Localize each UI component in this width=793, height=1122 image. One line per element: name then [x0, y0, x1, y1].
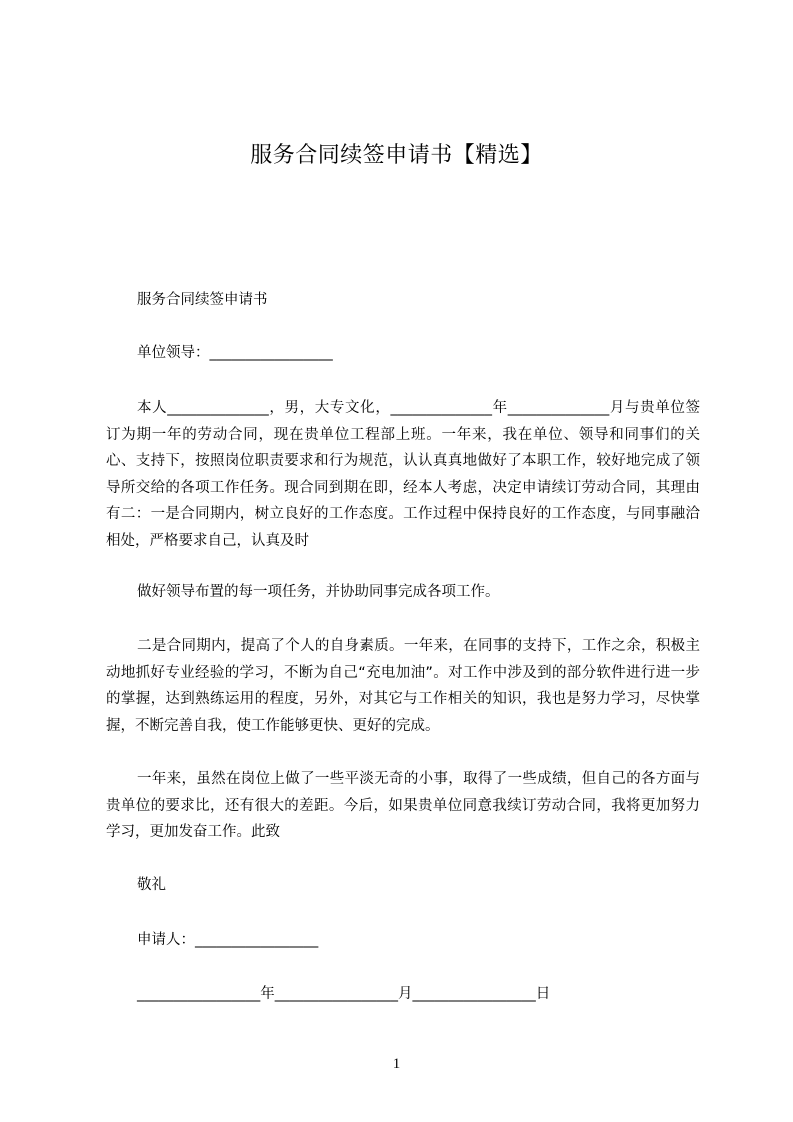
applicant-signature-line: 申请人：_________________ — [137, 932, 319, 948]
date-line: _________________年_________________月_________________日 — [137, 986, 551, 1002]
document-title: 服务合同续签申请书【精选】 — [250, 143, 543, 168]
closing: 敬礼 — [137, 877, 166, 893]
salutation: 单位领导：_________________ — [137, 345, 333, 361]
body-paragraph-4: 一年来，虽然在岗位上做了一些平淡无奇的小事，取得了一些成绩，但自己的各方面与贵单位的要求比，还有很大的差距。今后，如果贵单位同意我续订劳动合同，我将更加努力学习，更加发奋工作。此致 — [106, 771, 700, 840]
page-number: 1 — [392, 1056, 401, 1072]
subtitle: 服务合同续签申请书 — [137, 292, 268, 308]
body-paragraph-1: 本人______________，男，大专文化，______________年______________月与贵单位签订为期一年的劳动合同，现在贵单位工程部上班。一年来，我在单位、领导和同事们的关心、支持下，按照岗位职责要求和行为规范，认认真真地做好了本职工作，较好地完成了领导所交给的各项工作任务。现合同到期在即，经本人考虑，决定申请续订劳动合同，其理由有二：一是合同期内，树立良好的工作态度。工作过程中保持良好的工作态度，与同事融洽相处，严格要求自己，认真及时 — [106, 400, 700, 549]
body-paragraph-2: 做好领导布置的每一项任务，并协助同事完成各项工作。 — [137, 584, 500, 600]
body-paragraph-3: 二是合同期内，提高了个人的自身素质。一年来，在同事的支持下，工作之余，积极主动地抓好专业经验的学习，不断为自己“充电加油”。对工作中涉及到的部分软件进行进一步的掌握，达到熟练运用的程度，另外，对其它与工作相关的知识，我也是努力学习，尽快掌握，不断完善自我，使工作能够更快、更好的完成。 — [106, 638, 700, 734]
